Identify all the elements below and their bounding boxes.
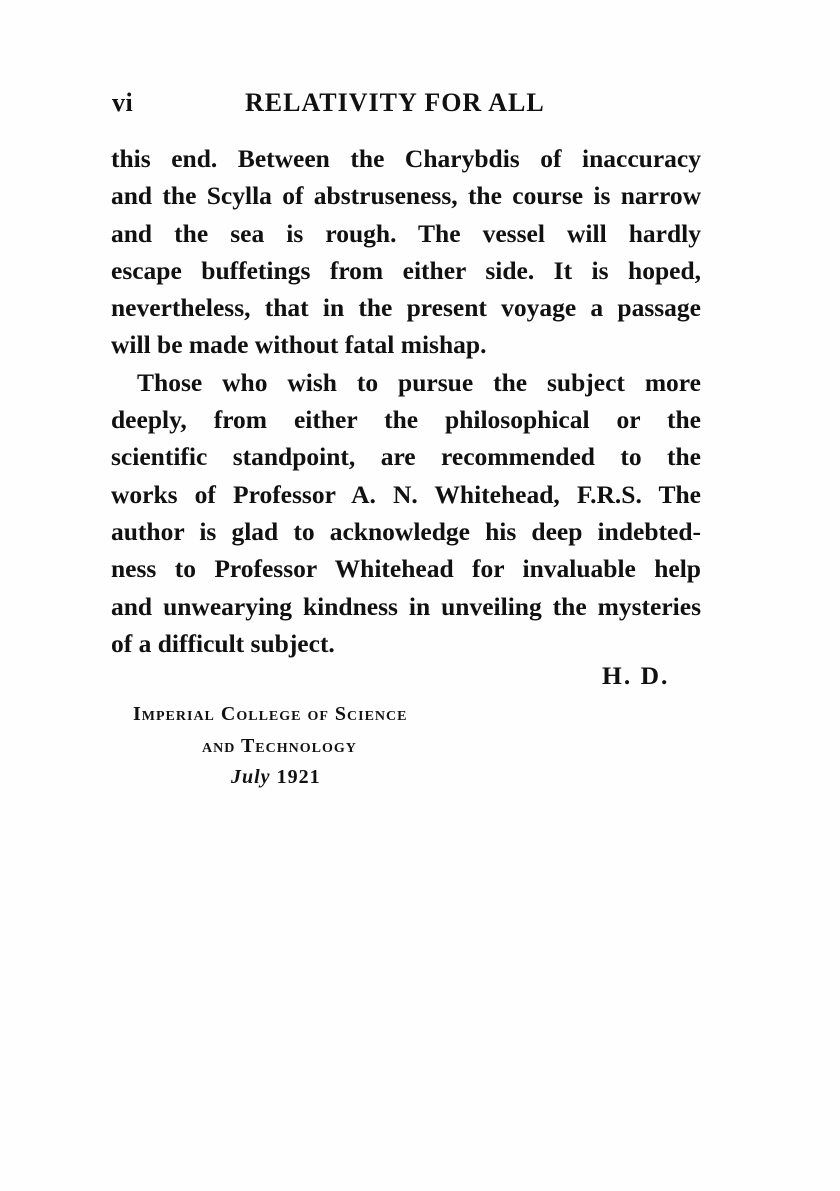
author-initials: H. D. [602,661,670,690]
running-title: RELATIVITY FOR ALL [245,88,545,117]
paragraph-1 [111,140,701,364]
text-line: works of Professor A. N. Whitehead, F.R.S. The [111,479,701,509]
text-line: deeply, from either the philosophical or the [111,405,701,435]
running-head [112,88,702,124]
paragraph-2 [111,364,701,662]
date-year: 1921 [276,766,321,788]
text-line: of a difficult subject. [111,628,335,658]
affiliation-line-1: Imperial College of Science [133,703,408,725]
text-line: will be made without fatal mishap. [111,330,487,360]
affiliation-line-2: and Technology [202,735,357,757]
page-number: vi [112,88,134,117]
body-text [111,140,701,662]
text-line: ness to Professor Whitehead for invaluable help [111,554,701,584]
text-line: and the Scylla of abstruseness, the course is narrow [111,181,701,211]
text-line: Those who wish to pursue the subject more [137,367,701,397]
text-line: and the sea is rough. The vessel will hardly [111,218,701,248]
date-line [231,766,321,789]
text-line: scientific standpoint, are recommended to the [111,442,701,472]
text-line: and unwearying kindness in unveiling the mysteries [111,591,701,621]
text-line: escape buffetings from either side. It is hoped, [111,255,701,285]
date-month: July [231,766,271,788]
text-line: nevertheless, that in the present voyage a passage [111,293,701,323]
text-line: this end. Between the Charybdis of inaccuracy [111,144,701,173]
text-line: author is glad to acknowledge his deep indebted- [111,516,701,546]
